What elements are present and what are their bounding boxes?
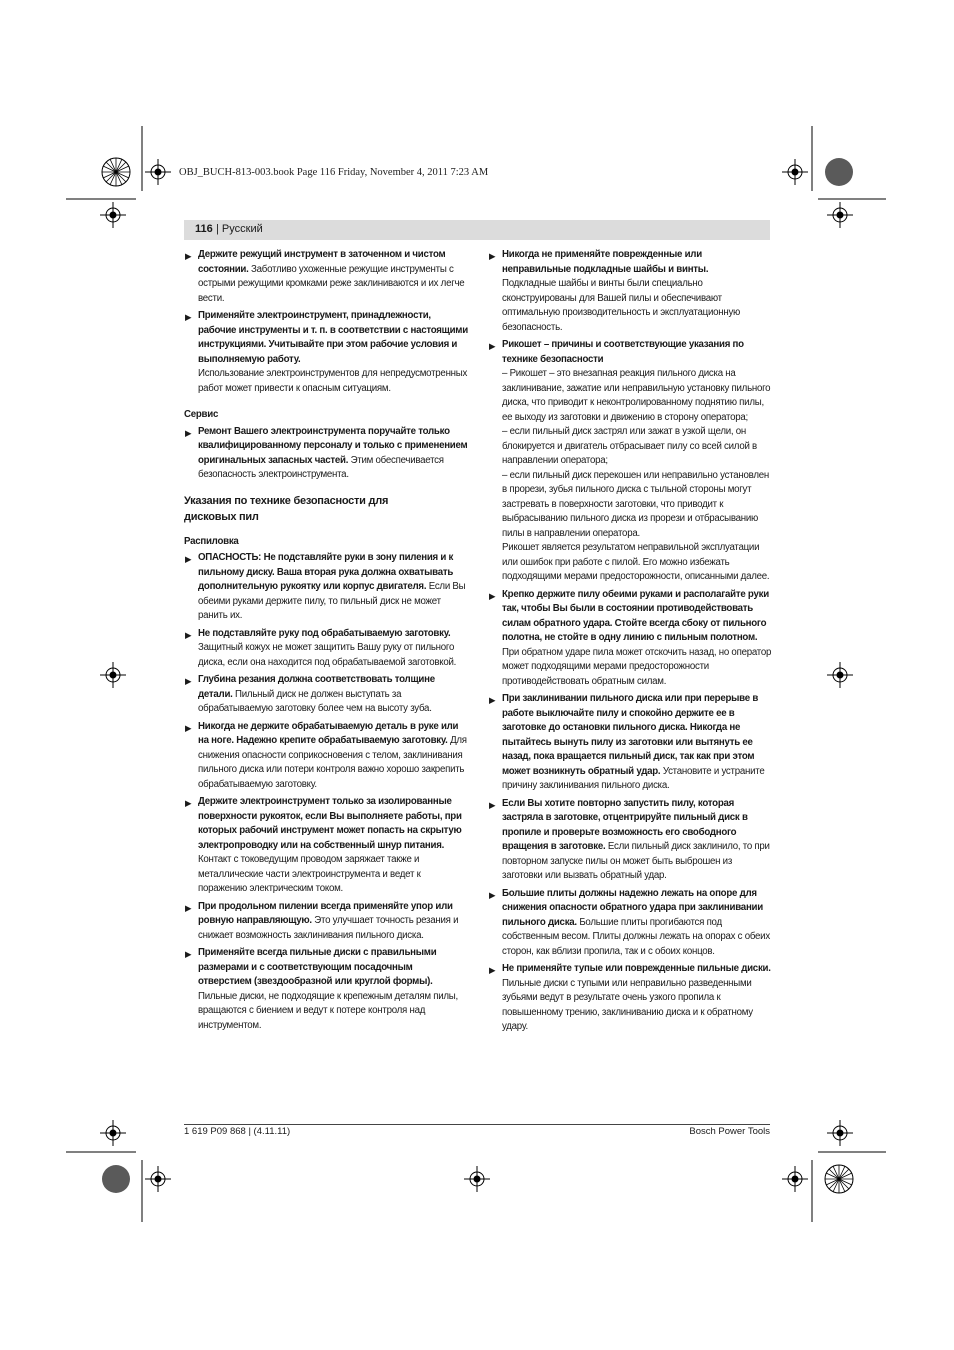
gray-dot-mark-icon [101, 1164, 131, 1194]
list-item [488, 797, 772, 884]
item-text: Если Вы обеими руками держите пилу, то пильный диск не может ранить их. [198, 581, 466, 621]
item-bold-text: Глубина резания должна соответствовать толщине детали. [198, 674, 435, 700]
starburst-mark-icon [824, 1164, 854, 1194]
item-text: Использование электроинструментов для непредусмотренных работ может привести к опасным ситуациям. [198, 368, 468, 394]
item-text: Пильные диски с тупыми или неправильно разведенными зубьями ведут в результате очень узкого пропила к повышенному трению, заклиниванию диска и к обратному удару. [502, 977, 753, 1032]
registration-target-icon [782, 1166, 808, 1192]
bullet-triangle-icon: ▶ [185, 629, 192, 640]
item-bold-text: Применяйте всегда пильные диски с правильными размерами и с соответствующим посадочным отверстием (звездообразной или круглой формы). [198, 947, 437, 987]
item-text: Подкладные шайбы и винты были специально сконструированы для Вашей пилы и обеспечивают оптимальную производительность и эксплуатационную безопасность. [502, 278, 741, 333]
item-bold-text: Если Вы хотите повторно запустить пилу, которая застряла в заготовке, отцентрируйте пильный диск в пропиле и проверьте возможность его свободного вращения в заготовке. [502, 797, 748, 852]
registration-target-icon [464, 1166, 490, 1192]
list-item [184, 248, 468, 306]
item-text: – Рикошет – это внезапная реакция пильного диска на заклинивание, зажатие или неправильную установку пильного диска, что приводит к неконтролированному поднятию пилы, ее выходу из заготовки и движению в сторону оператора; [502, 368, 771, 423]
item-text: Контакт с токоведущим проводом заряжает также и металлические части электроинструмента и ведет к поражению электрическим током. [198, 854, 421, 894]
starburst-mark-icon [101, 157, 131, 187]
item-bold-text: Крепко держите пилу обеими руками и располагайте руки так, чтобы Вы были в состоянии противодействовать силам обратного удара. Стойте всегда сбоку от пильного полотна, не стойте в одну линию с пильным полотном. [502, 588, 769, 643]
page-number: 116 [195, 223, 213, 235]
footer-divider [184, 1124, 770, 1125]
item-text: Этим обеспечивается безопасность электроинструмента. [198, 454, 444, 480]
bullet-triangle-icon: ▶ [489, 251, 496, 261]
right-column [488, 248, 772, 1038]
header-bar [184, 220, 770, 240]
bullet-triangle-icon: ▶ [185, 251, 192, 261]
file-slug: OBJ_BUCH-813-003.book Page 116 Friday, November 4, 2011 7:23 AM [179, 167, 489, 178]
item-text: – если пильный диск застрял или зажат в узкой щели, он блокируется и двигатель отбрасывает пилу со всей силой в направлении оператора; [502, 426, 757, 466]
item-bold-text: Ремонт Вашего электроинструмента поручайте только квалифицированному персоналу и только с применением оригинальных запасных частей. [198, 425, 468, 466]
item-text: Защитный кожух не может защитить Вашу руку от пильного диска, если она находится под обрабатываемой заготовкой. [198, 642, 457, 668]
list-item [488, 887, 772, 960]
registration-target-icon [145, 1166, 171, 1192]
item-bold-text: ОПАСНОСТЬ: Не подставляйте руки в зону пиления и к пильному диску. Ваша вторая рука должна охватывать дополнительную рукоятку или корпус двигателя. [198, 552, 454, 592]
registration-target-icon [782, 159, 808, 185]
list-item [184, 627, 468, 671]
list-item [184, 720, 468, 793]
bullet-triangle-icon: ▶ [185, 798, 192, 808]
registration-target-icon [827, 1120, 853, 1146]
list-item [488, 338, 772, 585]
bullet-triangle-icon: ▶ [185, 949, 192, 959]
item-text: Для снижения опасности соприкосновения с телом, заклинивания пильного диска или потери контроля важно хорошо закрепить обрабатываемую заготовку. [198, 735, 467, 790]
bullet-triangle-icon: ▶ [489, 341, 496, 351]
bullet-triangle-icon: ▶ [489, 695, 496, 705]
item-bold-text: Никогда не применяйте поврежденные или неправильные подкладные шайбы и винты. [502, 249, 709, 275]
item-bold-text: Не подставляйте руку под обрабатываемую заготовку. [198, 627, 451, 639]
item-bold-text: Держите режущий инструмент в заточенном и чистом состоянии. [198, 249, 446, 275]
section-title: Указания по технике безопасности для дисковых пил [184, 494, 389, 523]
item-bold-text: Применяйте электроинструмент, принадлежности, рабочие инструменты и т. п. в соответствии с настоящими инструкциями. Учитывайте при этом рабочие условия и выполняемую работу. [198, 310, 468, 365]
registration-target-icon [827, 202, 853, 228]
gray-dot-mark-icon [824, 157, 854, 187]
bullet-triangle-icon: ▶ [489, 590, 496, 601]
registration-target-icon [100, 662, 126, 688]
registration-target-icon [100, 202, 126, 228]
item-text: При обратном ударе пила может отскочить назад, но оператор может подходящими мерами предосторожности противодействовать обратным силам. [502, 646, 772, 687]
list-item [184, 551, 468, 624]
list-item [488, 588, 772, 690]
bullet-triangle-icon: ▶ [489, 799, 496, 810]
bullet-triangle-icon: ▶ [489, 889, 496, 900]
item-bold-text: Держите электроинструмент только за изолированные поверхности рукояток, если Вы выполняете работы, при которых рабочий инструмент может попасть на скрытую электропроводку или на собственный шнур питания. [198, 796, 462, 851]
list-item [488, 248, 772, 335]
registration-target-icon [827, 662, 853, 688]
list-item [184, 673, 468, 717]
item-bold-text: Никогда не держите обрабатываемую деталь в руке или на ноге. Надежно крепите обрабатываемую заготовку. [198, 720, 459, 746]
registration-target-icon [100, 1120, 126, 1146]
left-column [184, 248, 468, 1036]
footer-brand: Bosch Power Tools [689, 1126, 770, 1137]
item-text: – если пильный диск перекошен или неправильно установлен в прорези, зубья пильного диска с тыльной стороны могут застревать в поверхности заготовки, что приводит к выбрасыванию пильного диска из прорези и отбрасыванию пилы в направлении оператора. [502, 469, 769, 539]
item-bold-text: При заклинивании пильного диска или при перерыве в работе выключайте пилу и спокойно держите ее в заготовке до остановки пильного диска. Никогда не пытайтесь вынуть пилу из заготовки или вытянуть ее назад, пока вращается пильный диск, так как при этом может возникнуть обратный удар. [502, 693, 759, 777]
item-text: Заботливо ухоженные режущие инструменты с острыми режущими кромками реже заклиниваются и их легче вести. [198, 263, 465, 304]
language-label: | Русский [216, 223, 263, 235]
bullet-triangle-icon: ▶ [185, 312, 192, 322]
list-item [184, 946, 468, 1033]
item-text: Пильный диск не должен выступать за обрабатываемую заготовку более чем на высоту зуба. [198, 688, 432, 714]
item-bold-text: Рикошет – причины и соответствующие указания по технике безопасности [502, 339, 744, 365]
list-item [184, 900, 468, 944]
item-text: Установите и устраните причину заклинивания пильного диска. [502, 765, 765, 791]
list-item [488, 962, 772, 1035]
footer-doc-number: 1 619 P09 868 | (4.11.11) [184, 1126, 291, 1137]
bullet-triangle-icon: ▶ [185, 676, 192, 686]
item-bold-text: Не применяйте тупые или поврежденные пильные диски. [502, 963, 771, 974]
item-text: Пильные диски, не подходящие к крепежным деталям пилы, вращаются с биением и ведут к потере контроля над инструментом. [198, 990, 458, 1031]
item-text: Это улучшает точность резания и снижает возможность заклинивания пильного диска. [198, 915, 459, 941]
item-text: Рикошет является результатом неправильной эксплуатации или ошибок при работе с пилой. Его можно избежать подходящими мерами предосторожности, описанными далее. [502, 542, 770, 582]
subheading-service: Сервис [184, 409, 219, 420]
list-item [184, 309, 468, 396]
subheading-sawing: Распиловка [184, 535, 239, 547]
item-text: Большие плиты прогибаются под собственным весом. Плиты должны лежать на опорах с обеих сторон, как вблизи пропила, так и с обоих концов. [502, 916, 770, 957]
bullet-triangle-icon: ▶ [185, 554, 192, 564]
list-item [184, 425, 468, 483]
bullet-triangle-icon: ▶ [489, 965, 496, 975]
registration-target-icon [145, 159, 171, 185]
bullet-triangle-icon: ▶ [185, 427, 192, 438]
item-bold-text: При продольном пилении всегда применяйте упор или ровную направляющую. [198, 900, 453, 926]
item-bold-text: Большие плиты должны надежно лежать на опоре для снижения опасности обратного удара при заклинивании пильного диска. [502, 887, 763, 928]
bullet-triangle-icon: ▶ [185, 902, 192, 913]
bullet-triangle-icon: ▶ [185, 722, 192, 733]
list-item [184, 795, 468, 897]
list-item [488, 692, 772, 794]
item-text: Если пильный диск заклинило, то при повторном запуске пилы он может быть выброшен из заготовки или вызвать обратный удар. [502, 841, 770, 881]
